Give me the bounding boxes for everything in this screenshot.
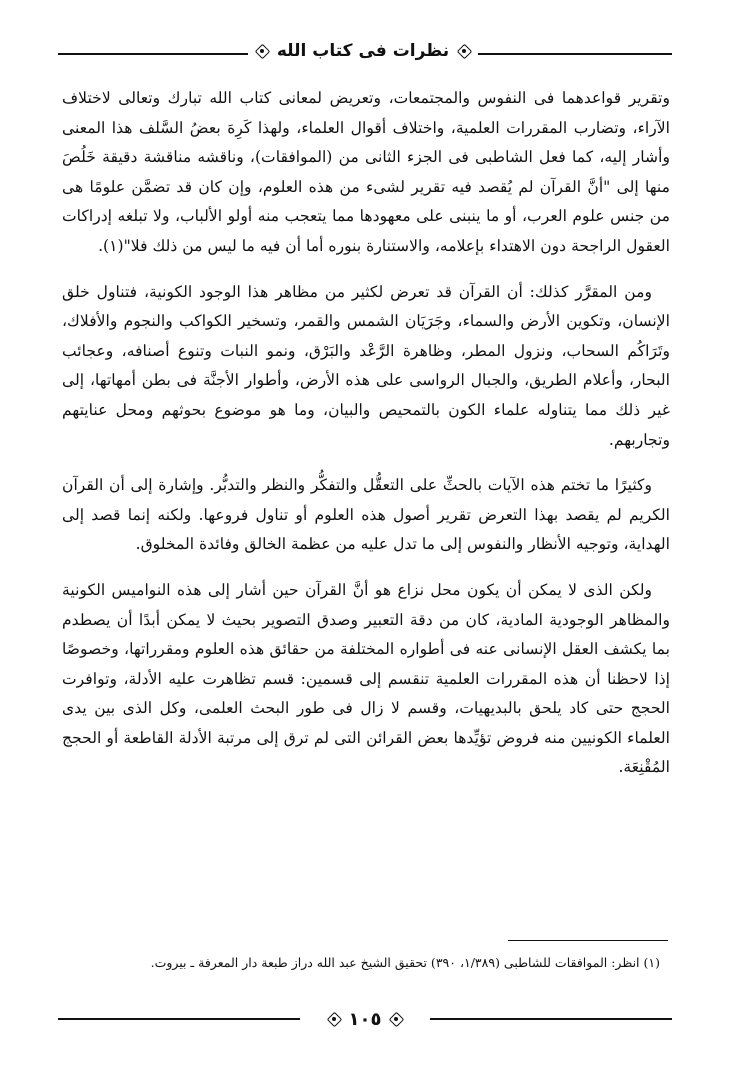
page-number: ١٠٥ xyxy=(348,1008,382,1030)
page-number-block xyxy=(300,1004,430,1034)
footnote-separator xyxy=(508,940,668,941)
running-header xyxy=(248,36,478,66)
ornament-icon xyxy=(327,1012,341,1026)
ornament-icon xyxy=(457,44,471,58)
paragraph: وتقرير قواعدهما فى النفوس والمجتمعات، وتعريض لمعانى كتاب الله تبارك وتعالى لاختلاف الآراء، وتضارب المقررات العلمية، واختلاف أقوال العلماء، ولهذا كَرِهَ بعضُ السَّلف هذا المعنى وأشار إليه، كما فعل الشاطبى فى الجزء الثانى من (الموافقات)، وناقشه مناقشة دقيقة خَلُصَ منها إلى "أنَّ القرآن لم يُقصد فيه تقرير لشىء من هذه العلوم، وإن كان قد تضمَّن علومًا هى من جنس علوم العرب، أو ما ينبنى على معهودها مما يتعجب منه أولو الألباب، ولا تبلغه إدراكات العقول الراجحة دون الاهتداء بإعلامه، والاستنارة بنوره أما أن فيه ما ليس من ذلك فلا"(١). xyxy=(62,89,670,255)
ornament-icon xyxy=(255,44,269,58)
footnote: (١) انظر: الموافقات للشاطبى (١/٣٨٩، ٣٩٠) تحقيق الشيخ عبد الله دراز طبعة دار المعرفة ـ بيروت. xyxy=(150,955,660,970)
paragraph: ومن المقرَّر كذلك: أن القرآن قد تعرض لكثير من مظاهر هذا الوجود الكونية، فتناول خلق الإنسان، وتكوين الأرض والسماء، وجَرَيَان الشمس والقمر، وتسخير الكواكب والنجوم والأفلاك، وتَرَاكُم السحاب، ونزول المطر، وظاهرة الرَّعْد والبَرْق، ونمو النبات وتنوع أصنافه، وعجائب البحار، وأعلام الطريق، والجبال الرواسى على هذه الأرض، وأطوار الأجنَّة فى بطن أمهاتها، إلى غير ذلك مما يتناوله علماء الكون بالتمحيص والبيان، وما هو موضوع بحوثهم ومحل عنايتهم وتجاربهم. xyxy=(62,282,670,449)
ornament-icon xyxy=(389,1012,403,1026)
paragraph: ولكن الذى لا يمكن أن يكون محل نزاع هو أنَّ القرآن حين أشار إلى هذه النواميس الكونية والمظاهر الوجودية المادية، كان من دقة التعبير وصدق التصوير بحيث لا يمكن أبدًا أن يصطدم بما يكشف العقل الإنسانى عنه فى أطواره المختلفة من حقائق هذه العلوم ومقرراتها، وخصوصًا إذا لاحظنا أن هذه المقررات العلمية تنقسم إلى قسمين: قسم تظاهرت عليه الأدلة، وتوافرت الحجج حتى كاد يلحق بالبديهيات، وقسم لا زال فى طور البحث العلمى، وكل الذى بين يدى العلماء الكونيين منه فروض تؤيِّدها بعض القرائن التى لم ترق إلى مرتبة الأدلة القاطعة أو الحجج المُقْنِعَة. xyxy=(62,580,670,777)
main-text xyxy=(62,84,670,799)
page-header-title: نظرات فى كتاب الله xyxy=(276,41,450,61)
paragraph: وكثيرًا ما تختم هذه الآيات بالحثِّ على التعقُّل والتفكُّر والنظر والتدبُّر. وإشارة إلى أن القرآن الكريم لم يقصد بهذا التعرض تقرير أصول هذه العلوم أو تناول فروعها. ولكنه إنما قصد إلى الهداية، وتوجيه الأنظار والنفوس إلى ما تدل عليه من عظمة الخالق وفائدة المخلوق. xyxy=(62,476,670,554)
